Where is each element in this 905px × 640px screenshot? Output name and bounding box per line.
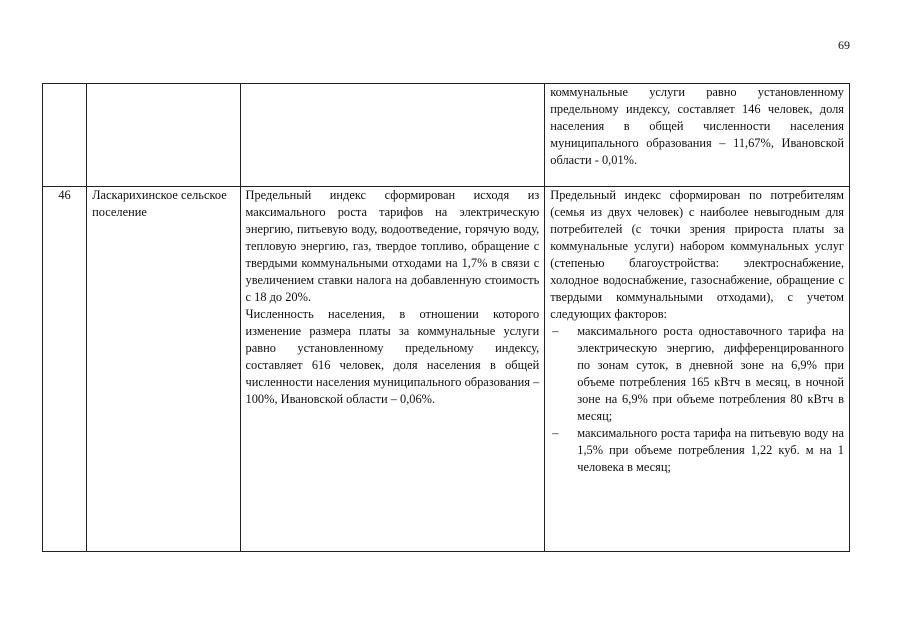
table-row [43, 187, 850, 552]
dash-bullet: – [552, 324, 559, 338]
row-number-cell: 46 [43, 187, 87, 552]
calculation-paragraph: коммунальные услуги равно установленному предельному индексу, составляет 146 человек, доля населения в общей численности населения муниципального образования – 11,67%, Ивановской области - 0,01%. [550, 85, 844, 167]
description-paragraph: Численность населения, в отношении которого изменение размера платы за коммунальные услуги равно установленному предельному индексу, составляет 616 человек, доля населения в общей численности населения муниципального образования – 100%, Ивановской области – 0,06%. [245, 307, 540, 406]
index-calculation-cell [545, 84, 850, 187]
list-item-text: максимального роста одноставочного тарифа на электрическую энергию, дифференцированного по зонам суток, в дневной зоне на 6,9% при объеме потребления 165 кВтч в месяц, в ночной зоне на 6,9% при объеме потребления 80 кВтч в месяц; [577, 324, 844, 423]
municipality-name-cell: Ласкарихинское сельское поселение [87, 187, 240, 552]
tariff-index-table [42, 83, 850, 552]
index-description-cell [240, 187, 545, 552]
row-number-cell [43, 84, 87, 187]
table-row [43, 84, 850, 187]
factor-list [550, 323, 844, 476]
index-calculation-cell [545, 187, 850, 552]
index-description-cell [240, 84, 545, 187]
list-item [550, 425, 844, 476]
municipality-name-cell [87, 84, 240, 187]
dash-bullet: – [552, 426, 559, 440]
calculation-paragraph: Предельный индекс сформирован по потребителям (семья из двух человек) с наиболее невыгодным для потребителей (с точки зрения прироста платы за коммунальные услуги) набором коммунальных услуг (степенью благоустройства: электроснабжение, холодное водоснабжение, газоснабжение, обращение с твердыми коммунальными отходами), с учетом следующих факторов: [550, 188, 844, 321]
list-item-text: максимального роста тарифа на питьевую воду на 1,5% при объеме потребления 1,22 куб. м на 1 человека в месяц; [577, 426, 844, 474]
list-item [550, 323, 844, 425]
page-number: 69 [838, 38, 850, 52]
description-paragraph: Предельный индекс сформирован исходя из максимального роста тарифов на электрическую энергию, питьевую воду, водоотведение, горячую воду, тепловую энергию, газ, твердое топливо, обращение с твердыми коммунальными отходами на 1,7% в связи с увеличением ставки налога на добавленную стоимость с 18 до 20%. [245, 188, 540, 304]
